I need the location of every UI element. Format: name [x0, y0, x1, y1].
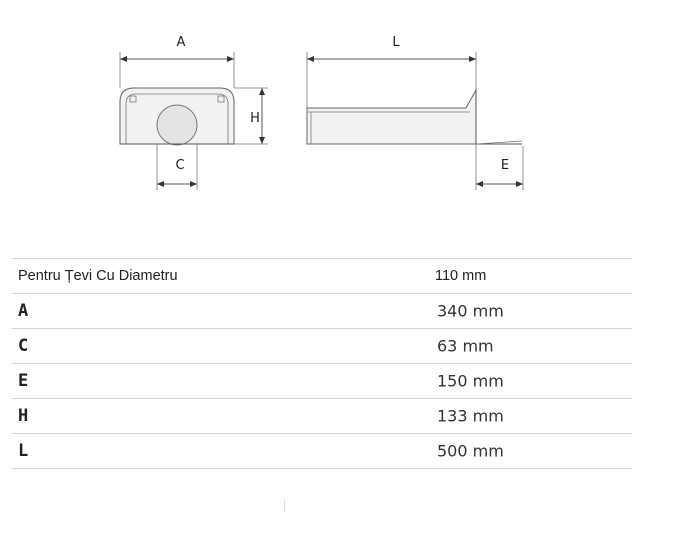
spec-row-a [12, 293, 632, 328]
spec-label: L [18, 441, 29, 461]
dimension-h-label: H [250, 111, 260, 126]
spec-value: 133 mm [437, 406, 504, 426]
front-view [120, 88, 234, 145]
spec-row-diameter [12, 258, 632, 293]
spec-value: 150 mm [437, 371, 504, 391]
divider-mark [284, 500, 285, 512]
dimension-c-label: C [175, 158, 185, 173]
spec-row-l [12, 433, 632, 469]
spec-label: A [18, 301, 29, 321]
spec-value: 500 mm [437, 441, 504, 461]
side-view-body [307, 90, 476, 144]
dimension-l-label: L [392, 35, 400, 50]
spec-row-h [12, 398, 632, 433]
dimension-a [120, 35, 234, 88]
spec-label: Pentru Țevi Cu Diametru [18, 268, 178, 284]
spec-label: H [18, 406, 29, 426]
side-view [307, 90, 522, 144]
dimension-l [307, 35, 476, 108]
spec-value: 63 mm [437, 336, 494, 356]
dimension-h [234, 88, 268, 144]
specification-table [12, 258, 632, 469]
spec-value: 340 mm [437, 301, 504, 321]
pipe-circle [157, 105, 197, 145]
dimension-e-label: E [500, 158, 510, 173]
technical-drawing [0, 0, 700, 230]
spec-label: E [18, 371, 29, 391]
spec-row-e [12, 363, 632, 398]
dimension-e [476, 144, 523, 190]
spec-label: C [18, 336, 29, 356]
dimension-a-label: A [176, 35, 186, 50]
spec-row-c [12, 328, 632, 363]
dimension-c [157, 144, 197, 190]
spec-value: 110 mm [435, 268, 487, 284]
side-view-flange [476, 90, 522, 144]
